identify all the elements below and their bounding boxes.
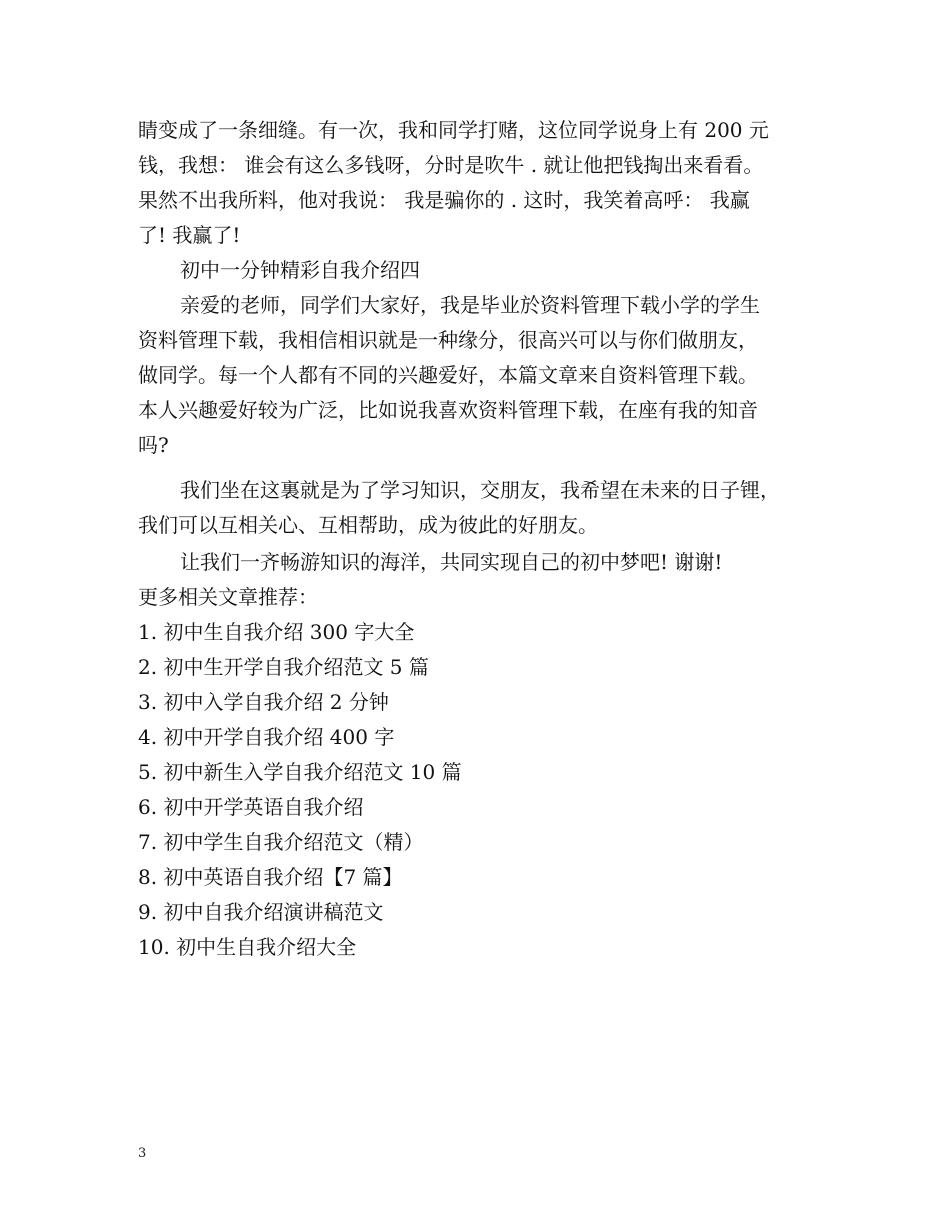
related-link-10[interactable]: 10. 初中生自我介绍大全 (138, 935, 357, 959)
body-line-1: 睛变成了一条细缝。有一次，我和同学打赌，这位同学说身上有 200 元 (138, 118, 769, 142)
body-line-4: 了! 我赢了! (138, 223, 241, 247)
related-link-9[interactable]: 9. 初中自我介绍演讲稿范文 (138, 900, 384, 924)
related-link-6[interactable]: 6. 初中开学英语自我介绍 (138, 795, 364, 819)
body-line-2: 钱，我想： 谁会有这么多钱呀，分时是吹牛 . 就让他把钱掏出来看看。 (138, 153, 764, 177)
related-link-4[interactable]: 4. 初中开学自我介绍 400 字 (138, 725, 395, 749)
body-line-11: 我们坐在这裏就是为了学习知识，交朋友，我希望在未来的日子锂， (180, 478, 780, 502)
page-number: 3 (138, 1146, 147, 1161)
related-link-1[interactable]: 1. 初中生自我介绍 300 字大全 (138, 620, 415, 644)
body-line-7: 资料管理下载，我相信相识就是一种缘分，很高兴可以与你们做朋友， (138, 328, 758, 352)
related-link-2[interactable]: 2. 初中生开学自我介绍范文 5 篇 (138, 655, 429, 679)
body-line-8: 做同学。每一个人都有不同的兴趣爱好，本篇文章来自资料管理下载。 (138, 363, 758, 387)
related-link-7[interactable]: 7. 初中学生自我介绍范文（精） (138, 830, 424, 854)
body-line-10: 吗? (138, 433, 169, 457)
body-line-9: 本人兴趣爱好较为广泛，比如说我喜欢资料管理下载，在座有我的知音 (138, 398, 758, 422)
related-heading: 更多相关文章推荐： (138, 585, 318, 609)
related-link-5[interactable]: 5. 初中新生入学自我介绍范文 10 篇 (138, 760, 462, 784)
section-heading: 初中一分钟精彩自我介绍四 (180, 258, 420, 282)
related-link-3[interactable]: 3. 初中入学自我介绍 2 分钟 (138, 690, 389, 714)
body-line-12: 我们可以互相关心、互相帮助，成为彼此的好朋友。 (138, 513, 598, 537)
body-line-13: 让我们一齐畅游知识的海洋，共同实现自己的初中梦吧! 谢谢! (180, 550, 723, 574)
body-line-6: 亲爱的老师，同学们大家好，我是毕业於资料管理下载小学的学生 (180, 293, 760, 317)
related-link-8[interactable]: 8. 初中英语自我介绍【7 篇】 (138, 865, 403, 889)
body-line-3: 果然不出我所料，他对我说： 我是骗你的 . 这时，我笑着高呼： 我赢 (138, 188, 750, 212)
